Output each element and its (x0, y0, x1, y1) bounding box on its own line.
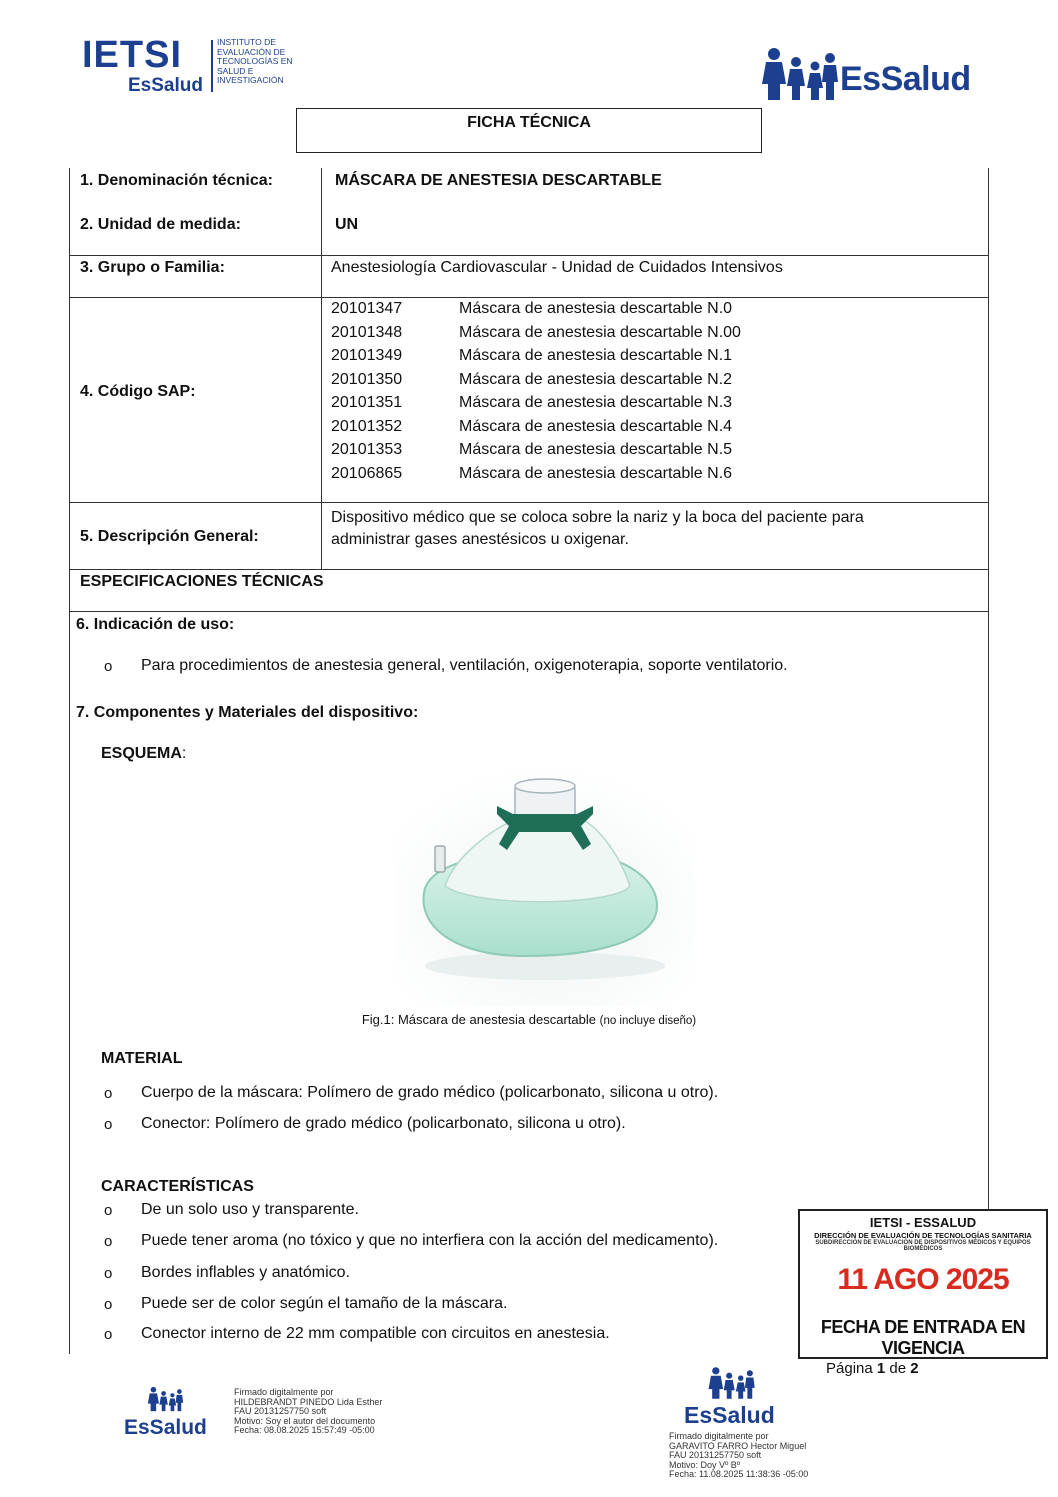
material-heading: MATERIAL (101, 1050, 183, 1067)
caracteristicas-heading: CARACTERÍSTICAS (101, 1178, 254, 1195)
footer-logo-text: EsSalud (684, 1402, 775, 1428)
componentes-heading: 7. Componentes y Materiales del dispositivo: (76, 704, 419, 721)
ietsi-logo-desc: INSTITUTO DE EVALUACIÓN DE TECNOLOGÍAS EN SALUD E INVESTIGACIÓN (217, 37, 293, 85)
validity-stamp (798, 1209, 1048, 1359)
table-rule (69, 502, 989, 503)
denominacion-value: MÁSCARA DE ANESTESIA DESCARTABLE (335, 172, 662, 189)
table-border-left (69, 168, 70, 612)
grupo-label: 3. Grupo o Familia: (80, 259, 225, 276)
sap-desc: Máscara de anestesia descartable N.2 (459, 371, 733, 388)
essalud-logo (760, 46, 990, 102)
table-rule (69, 255, 989, 256)
grupo-value: Anestesiología Cardiovascular - Unidad de Cuidados Intensivos (331, 259, 783, 276)
sap-desc: Máscara de anestesia descartable N.1 (459, 347, 733, 364)
sap-code: 20101349 (331, 347, 403, 364)
mask-image (395, 766, 695, 1006)
codigo-sap-label: 4. Código SAP: (80, 383, 196, 400)
sap-desc: Máscara de anestesia descartable N.5 (459, 441, 733, 458)
page-title: FICHA TÉCNICA (467, 114, 591, 131)
sap-desc: Máscara de anestesia descartable N.00 (459, 324, 741, 341)
ietsi-logo-word: IETSI (82, 34, 183, 76)
stamp-direccion: DIRECCIÓN DE EVALUACIÓN DE TECNOLOGÍAS SANITARIA (814, 1231, 1032, 1240)
figure-caption: Fig.1: Máscara de anestesia descartable (no incluye diseño) (361, 1012, 697, 1027)
sap-code: 20101348 (331, 324, 403, 341)
title-box (296, 108, 762, 153)
descripcion-line1: Dispositivo médico que se coloca sobre la nariz y la boca del paciente para (331, 509, 864, 526)
ietsi-logo (82, 36, 297, 96)
footer-logo-left (124, 1386, 209, 1446)
digital-signature: Firmado digitalmente por GARAVITO FARRO Hector Miguel FAU 20131257750 soft Motivo: Doy Vº Bº Fecha: 11.08.2025 11:38:36 -05:00 (669, 1431, 809, 1479)
sap-desc: Máscara de anestesia descartable N.4 (459, 418, 733, 435)
stamp-org: IETSI - ESSALUD (869, 1215, 977, 1230)
table-rule (69, 611, 989, 612)
sap-code: 20101347 (331, 300, 403, 317)
sap-desc: Máscara de anestesia descartable N.6 (459, 465, 733, 482)
family-icon (760, 46, 838, 102)
sap-code: 20101352 (331, 418, 403, 435)
sap-code: 20106865 (331, 465, 403, 482)
table-border-right (988, 168, 989, 612)
esquema-label: ESQUEMA: (101, 745, 187, 762)
page-border-right (988, 612, 989, 1210)
page-number: Página 1 de 2 (826, 1360, 919, 1377)
stamp-caption: FECHA DE ENTRADA EN VIGENCIA (820, 1317, 1026, 1358)
denominacion-label: 1. Denominación técnica: (80, 172, 273, 189)
sap-desc: Máscara de anestesia descartable N.3 (459, 394, 733, 411)
unidad-label: 2. Unidad de medida: (80, 216, 241, 233)
family-icon (146, 1386, 184, 1412)
table-rule (69, 569, 989, 570)
digital-signature: Firmado digitalmente por HILDEBRANDT PINEDO Lida Esther FAU 20131257750 soft Motivo: Soy el autor del documento Fecha: 08.08.2025 15:57:49 -05:00 (234, 1387, 383, 1435)
ietsi-logo-sub: EsSalud (128, 75, 203, 96)
footer-logo-right (684, 1366, 784, 1430)
indicacion-heading: 6. Indicación de uso: (76, 616, 235, 633)
ietsi-logo-divider (211, 40, 213, 92)
unidad-value: UN (335, 216, 359, 233)
especificaciones-heading: ESPECIFICACIONES TÉCNICAS (80, 573, 324, 590)
table-rule (69, 297, 989, 298)
sap-code: 20101353 (331, 441, 403, 458)
table-divider (321, 168, 322, 570)
sap-code: 20101350 (331, 371, 403, 388)
descripcion-label: 5. Descripción General: (80, 528, 259, 545)
page-border-left (69, 612, 70, 1354)
stamp-subdireccion: SUBDIRECCIÓN DE EVALUACIÓN DE DISPOSITIVOS MÉDICOS Y EQUIPOS BIOMÉDICOS (815, 1240, 1031, 1252)
family-icon (706, 1366, 756, 1400)
sap-code: 20101351 (331, 394, 403, 411)
footer-logo-text: EsSalud (124, 1416, 207, 1439)
sap-desc: Máscara de anestesia descartable N.0 (459, 300, 733, 317)
essalud-logo-text: EsSalud (840, 60, 971, 98)
descripcion-line2: administrar gases anestésicos u oxigenar. (331, 531, 629, 548)
stamp-date: 11 AGO 2025 (837, 1263, 1009, 1296)
